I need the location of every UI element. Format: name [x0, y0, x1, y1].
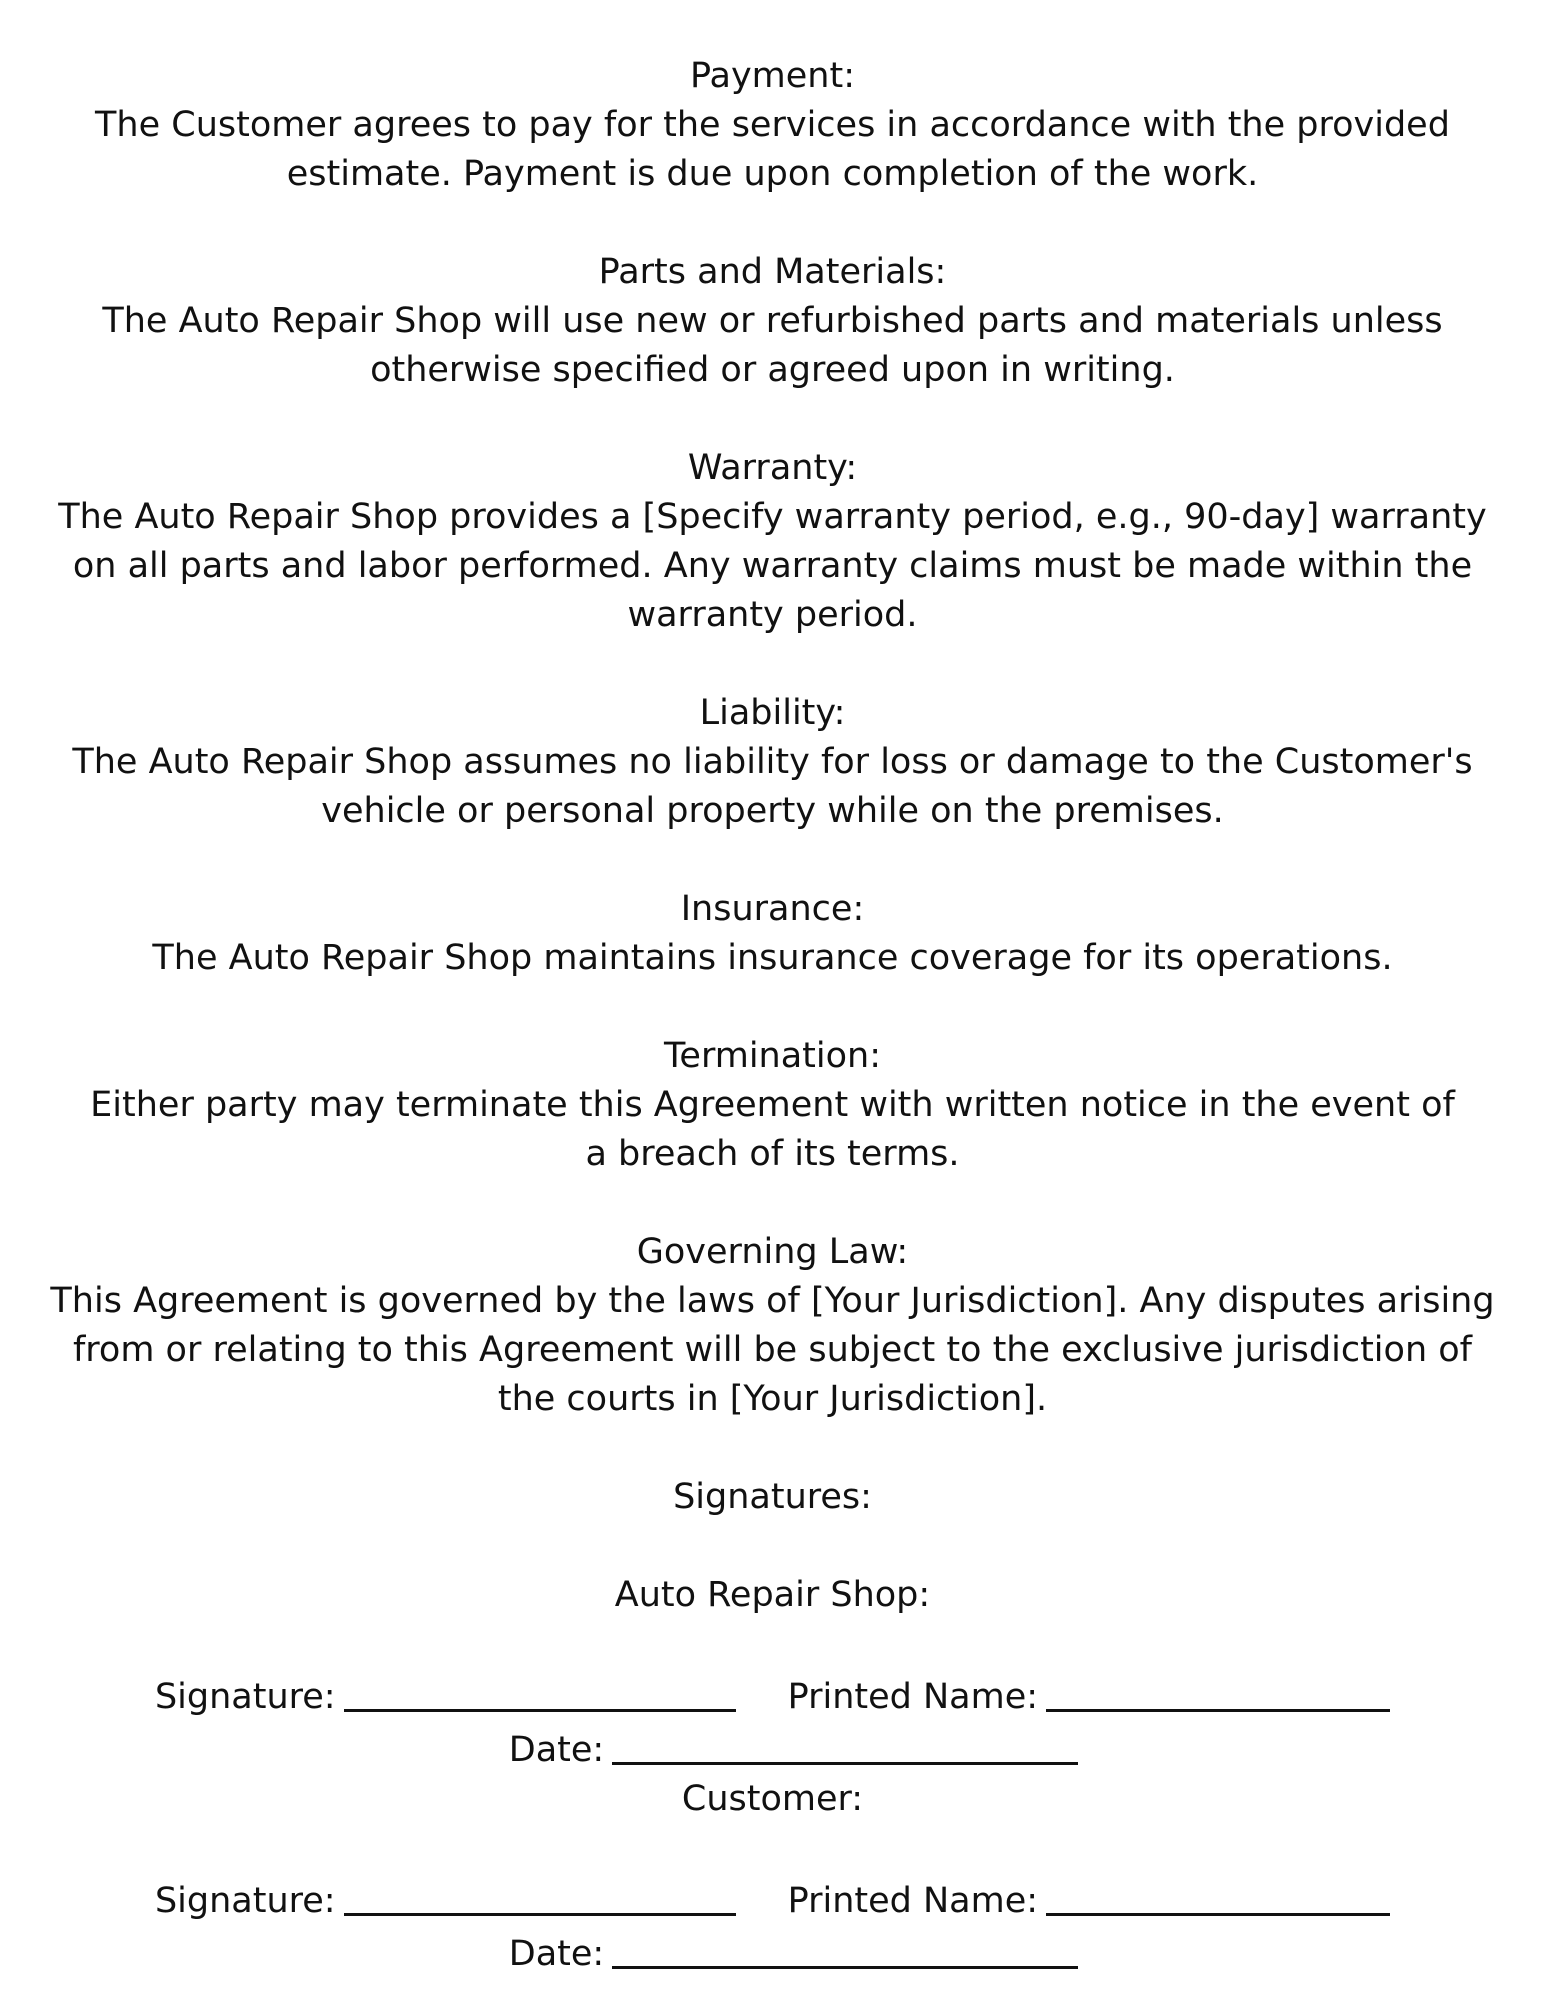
customer-printed-name-field — [788, 1873, 1390, 1926]
shop-signature-line[interactable] — [344, 1673, 736, 1712]
customer-date-row — [92, 1926, 1495, 1979]
section-governing-law — [50, 1228, 1495, 1424]
section-body: The Auto Repair Shop assumes no liability for loss or damage to the Customer's vehicle or personal property while on the premises. — [72, 742, 1473, 831]
customer-signature-line[interactable] — [344, 1877, 736, 1916]
shop-printed-name-line[interactable] — [1046, 1673, 1390, 1712]
section-heading: Parts and Materials: — [598, 252, 947, 292]
shop-printed-name-field — [788, 1669, 1390, 1722]
shop-signature-field — [155, 1669, 736, 1722]
section-liability — [50, 689, 1495, 836]
section-body: The Auto Repair Shop maintains insurance coverage for its operations. — [152, 938, 1393, 978]
section-body: The Auto Repair Shop will use new or refurbished parts and materials unless otherwise specified or agreed upon in writing. — [102, 301, 1443, 390]
customer-date-line[interactable] — [612, 1930, 1078, 1969]
shop-printed-name-label: Printed Name: — [787, 1677, 1039, 1717]
customer-signature-row — [50, 1873, 1495, 1926]
shop-date-field — [509, 1722, 1078, 1775]
customer-signature-field — [155, 1873, 736, 1926]
shop-date-row — [92, 1722, 1495, 1775]
customer-signature-label: Signature: — [154, 1881, 336, 1921]
section-parts-materials — [50, 248, 1495, 395]
section-body: Either party may terminate this Agreement with written notice in the event of a breach of its terms. — [90, 1085, 1455, 1174]
section-insurance — [50, 885, 1495, 983]
section-heading: Termination: — [663, 1036, 882, 1076]
section-heading: Governing Law: — [636, 1232, 909, 1272]
section-payment — [50, 52, 1495, 199]
section-body: The Auto Repair Shop provides a [Specify warranty period, e.g., 90-day] warranty on all parts and labor performed. Any warranty claims must be made within the warranty period. — [58, 497, 1487, 635]
shop-date-line[interactable] — [612, 1726, 1078, 1765]
section-heading: Liability: — [699, 693, 846, 733]
signatures-heading-block — [50, 1473, 1495, 1522]
customer-printed-name-label: Printed Name: — [787, 1881, 1039, 1921]
shop-signature-label: Signature: — [154, 1677, 336, 1717]
shop-signature-title: Auto Repair Shop: — [614, 1575, 931, 1615]
section-heading: Payment: — [689, 56, 856, 96]
customer-date-label: Date: — [508, 1934, 605, 1974]
section-body: The Customer agrees to pay for the services in accordance with the provided estimate. Payment is due upon completion of the work. — [95, 105, 1450, 194]
section-heading: Insurance: — [680, 889, 865, 929]
section-termination — [50, 1032, 1495, 1179]
section-heading: Warranty: — [687, 448, 858, 488]
section-warranty — [50, 444, 1495, 640]
signatures-heading: Signatures: — [673, 1477, 872, 1517]
shop-signature-row — [50, 1669, 1495, 1722]
shop-date-label: Date: — [508, 1730, 605, 1770]
customer-date-field — [509, 1926, 1078, 1979]
customer-signature-title: Customer: — [681, 1779, 864, 1819]
customer-printed-name-line[interactable] — [1046, 1877, 1390, 1916]
section-body: This Agreement is governed by the laws of [Your Jurisdiction]. Any disputes arising from or relating to this Agreement will be subject to the exclusive jurisdiction of the courts in [Your Jurisdiction]. — [50, 1281, 1495, 1419]
